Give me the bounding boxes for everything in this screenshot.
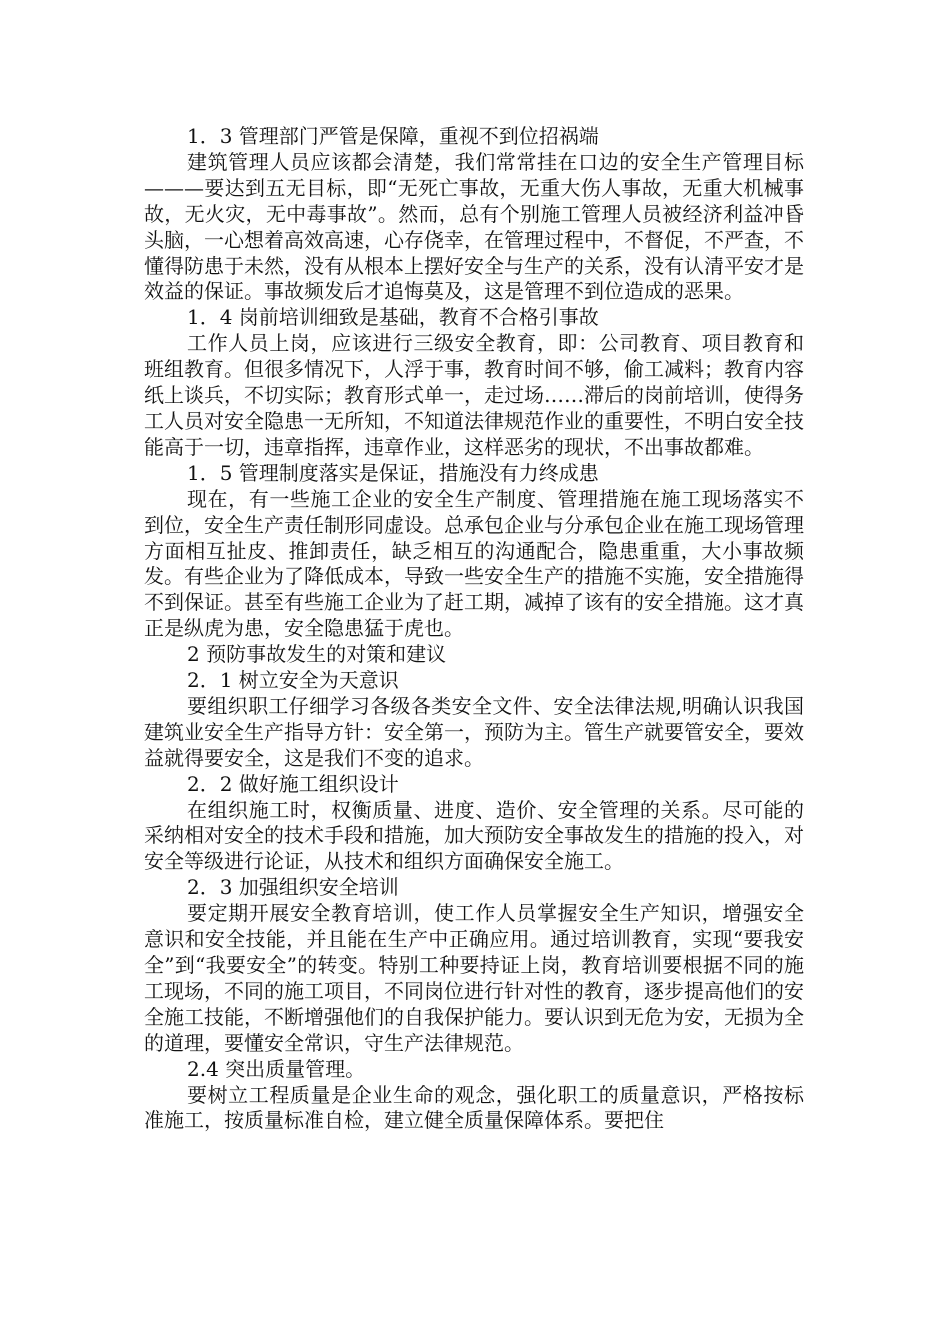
paragraph-1-3: 建筑管理人员应该都会清楚，我们常常挂在口边的安全生产管理目标———要达到五无目标，即“无死亡事故，无重大伤人事故，无重大机械事故，无火灾，无中毒事故”。然而，总有个别施工管理人员被经济利益冲昏头脑，一心想着高效高速，心存侥幸，在管理过程中，不督促，不严查，不懂得防患于未然，没有从根本上摆好安全与生产的关系，没有认清平安才是效益的保证。事故频发后才追悔莫及，这是管理不到位造成的恶果。 [144,149,804,304]
paragraph-2-1: 要组织职工仔细学习各级各类安全文件、安全法律法规,明确认识我国建筑业安全生产指导方针：安全第一，预防为主。管生产就要管安全，要效益就得要安全，这是我们不变的追求。 [144,693,804,770]
section-heading-1-5: 1．5 管理制度落实是保证，措施没有力终成患 [187,460,599,485]
section-heading-2-4: 2.4 突出质量管理。 [187,1056,366,1081]
section-heading-2: 2 预防事故发生的对策和建议 [187,642,447,667]
section-heading-2-1: 2．1 树立安全为天意识 [187,668,399,693]
section-heading-2-2: 2．2 做好施工组织设计 [187,771,399,796]
section-heading-1-4: 1．4 岗前培训细致是基础，教育不合格引事故 [187,305,599,330]
section-heading-1-3: 1．3 管理部门严管是保障，重视不到位招祸端 [187,124,599,148]
paragraph-2-4: 要树立工程质量是企业生命的观念，强化职工的质量意识，严格按标准施工，按质量标准自检，建立健全质量保障体系。要把住 [144,1082,804,1133]
paragraph-2-3: 要定期开展安全教育培训，使工作人员掌握安全生产知识，增强安全意识和安全技能，并且能在生产中正确应用。通过培训教育，实现“要我安全”到“我要安全”的转变。特别工种要持证上岗，教育培训要根据不同的施工现场，不同的施工项目，不同岗位进行针对性的教育，逐步提高他们的安全施工技能，不断增强他们的自我保护能力。要认识到无危为安，无损为全的道理，要懂安全常识，守生产法律规范。 [144,901,804,1055]
paragraph-2-2: 在组织施工时，权衡质量、进度、造价、安全管理的关系。尽可能的采纳相对安全的技术手段和措施，加大预防安全事故发生的措施的投入，对安全等级进行论证，从技术和组织方面确保安全施工。 [144,797,804,874]
paragraph-1-4: 工作人员上岗，应该进行三级安全教育，即：公司教育、项目教育和班组教育。但很多情况下，人浮于事，教育时间不够，偷工减料；教育内容纸上谈兵，不切实际；教育形式单一，走过场……滞后的岗前培训，使得务工人员对安全隐患一无所知，不知道法律规范作业的重要性，不明白安全技能高于一切，违章指挥，违章作业，这样恶劣的现状，不出事故都难。 [144,331,804,459]
paragraph-1-5: 现在，有一些施工企业的安全生产制度、管理措施在施工现场落实不到位，安全生产责任制形同虚设。总承包企业与分承包企业在施工现场管理方面相互扯皮、推卸责任，缺乏相互的沟通配合，隐患重重，大小事故频发。有些企业为了降低成本，导致一些安全生产的措施不实施，安全措施得不到保证。甚至有些施工企业为了赶工期，减掉了该有的安全措施。这才真正是纵虎为患，安全隐患猛于虎也。 [144,486,804,641]
section-heading-2-3: 2．3 加强组织安全培训 [187,875,399,900]
document-body [144,124,804,1134]
